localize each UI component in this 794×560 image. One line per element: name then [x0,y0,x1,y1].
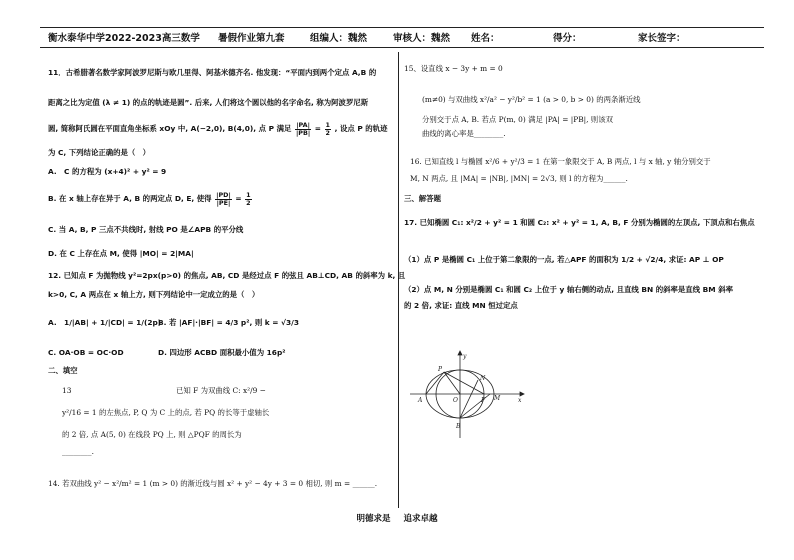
q14-text: 14. 若双曲线 y² − x²/m² = 1 (m > 0) 的渐近线与圆 x² + y² − 4y + 3 = 0 相切, 则 m = ______. [48,479,378,488]
footer-motto-1: 明德求是 [356,514,391,524]
q11-line2: 距离之比为定值 (λ ≠ 1) 的点的轨迹是圆”. 后来, 人们将这个圆以他的名字命名, 称为阿波罗尼斯 [48,98,369,107]
ratio-half-b: $\frac{1}{2}$ [246,191,251,207]
reviewer-label: 审核人：魏然 [393,33,451,44]
q11-line3-tail: , 设点 P 的轨迹 [334,124,388,134]
q13-number: 13 [62,386,72,395]
q12-line2: k>0, C, A 两点在 x 轴上方, 则下列结论中一定成立的是（ ） [48,290,260,299]
label-y: y [463,353,467,360]
parent-signature-label: 家长签字： [638,33,686,44]
q12-option-d: D. 四边形 ACBD 面积最小值为 16p² [158,348,286,357]
segment-bm [460,394,490,418]
q11-option-c: C. 当 A, B, P 三点不共线时, 射线 PO 是∠APB 的平分线 [48,225,244,234]
q17-part1: （1）点 P 是椭圆 C₁ 上位于第二象限的一点, 若△APF 的面积为 1/2 + √2/4, 求证: AP ⊥ OP [404,255,724,264]
label-n: N [480,375,486,382]
section-solutions: 三、解答题 [404,194,441,203]
label-b: B [456,423,461,430]
ratio-pd-pe: $\frac{|PD|}{|PE|}$ [216,191,231,207]
q16-line1: 16. 已知直线 l 与椭圆 x²/6 + y²/3 = 1 在第一象限交于 A, B 两点, l 与 x 轴, y 轴分别交于 [410,157,711,166]
y-axis-arrow [458,351,462,355]
segment-pf [444,372,484,394]
q11-option-d: D. 在 C 上存在点 M, 使得 |MO| = 2|MA| [48,249,194,258]
x-axis-arrow [520,392,524,396]
footer-motto-2: 追求卓越 [403,514,438,524]
editor-label: 组编人：魏然 [310,33,368,44]
page-footer [0,512,794,524]
header-bottom-rule [40,47,764,48]
q16-line2: M, N 两点, 且 |MA| = |NB|, |MN| = 2√3, 则 l 的方程为______. [410,174,628,183]
q17-part2-line2: 的 2 倍, 求证: 直线 MN 恒过定点 [404,301,518,310]
q11-line3-text: 圆, 简称阿氏圆在平面直角坐标系 xOy 中, A(−2,0), B(4,0), 点 P 满足 [48,124,292,134]
school-title: 衡水泰华中学2022-2023高三数学 [48,33,200,44]
q17-part2-line1: （2）点 M, N 分别是椭圆 C₁ 和圆 C₂ 上位于 y 轴右侧的动点, 且直线 BN 的斜率是直线 BM 斜率 [404,285,733,294]
segment-ap [426,372,444,394]
q15-line1: 15、设直线 x − 3y + m = 0 [404,64,503,73]
q12-option-a: A. 1/|AB| + 1/|CD| = 1/(2p) [48,318,162,327]
q13-line1: 已知 F 为双曲线 C: x²/9 − [176,386,266,395]
assignment-title: 暑假作业第九套 [218,33,285,44]
q12-option-b: B. 若 |AF|·|BF| = 4/3 p², 则 k = √3/3 [158,318,299,327]
exam-header [48,30,768,46]
label-o: O [453,397,458,404]
label-a: A [418,397,423,404]
q11-option-b-text: B. 在 x 轴上存在异于 A, B 的两定点 D, E, 使得 [48,194,212,204]
q13-answer-blank: ________. [62,447,94,456]
score-label: 得分： [553,33,582,44]
q11-option-b: B. 在 x 轴上存在异于 A, B 的两定点 D, E, 使得 $\frac{|PD|}{|PE|}$ = $\frac{1}{2}$ [48,191,251,207]
q15-line4: 曲线的离心率是________. [422,129,506,138]
q11-option-a: A. C 的方程为 (x+4)² + y² = 9 [48,167,167,176]
label-f: F [481,397,486,404]
q17-line1: 17. 已知椭圆 C₁: x²/2 + y² = 1 和圆 C₂: x² + y² = 1, A, B, F 分别为椭圆的左顶点, 下顶点和右焦点 [404,218,755,227]
ratio-half: $\frac{1}{2}$ [325,121,330,137]
q13-line2: y²/16 = 1 的左焦点, P, Q 为 C 上的点, 若 PQ 的长等于虚轴长 [62,408,270,417]
q13-line3: 的 2 倍, 点 A(5, 0) 在线段 PQ 上, 则 △PQF 的周长为 [62,430,242,439]
header-top-rule [40,27,764,28]
q11-line3: 圆, 简称阿氏圆在平面直角坐标系 xOy 中, A(−2,0), B(4,0), 点 P 满足 $\frac{|PA|}{|PB|}$ = $\frac{1}{2}$ , 设点 P 的轨迹 [48,121,388,137]
ratio-pa-pb: $\frac{|PA|}{|PB|}$ [295,121,311,137]
label-x: x [518,397,522,404]
ellipse-circle-figure [408,350,528,440]
label-p: P [438,366,443,373]
label-m: M [494,395,501,402]
q12-option-c: C. OA·OB = OC·OD [48,348,124,357]
section-fill-in: 二、填空 [48,366,78,375]
segment-op [444,372,460,394]
q11-line1: 11．古希腊著名数学家阿波罗尼斯与欧几里得、阿基米德齐名. 他发现：“平面内到两个定点 A,B 的 [48,68,377,77]
q12-line1: 12. 已知点 F 为抛物线 y²=2px(p>0) 的焦点, AB, CD 是经过点 F 的弦且 AB⊥CD, AB 的斜率为 k, 且 [48,271,406,280]
name-label: 姓名： [471,33,500,44]
q11-line4: 为 C, 下列结论正确的是（ ） [48,148,151,157]
q15-line3: 分别交于点 A, B. 若点 P(m, 0) 满足 |PA| = |PB|, 则该双 [422,115,613,124]
q15-line2: (m≠0) 与双曲线 x²/a² − y²/b² = 1 (a > 0, b > 0) 的两条渐近线 [422,95,641,104]
